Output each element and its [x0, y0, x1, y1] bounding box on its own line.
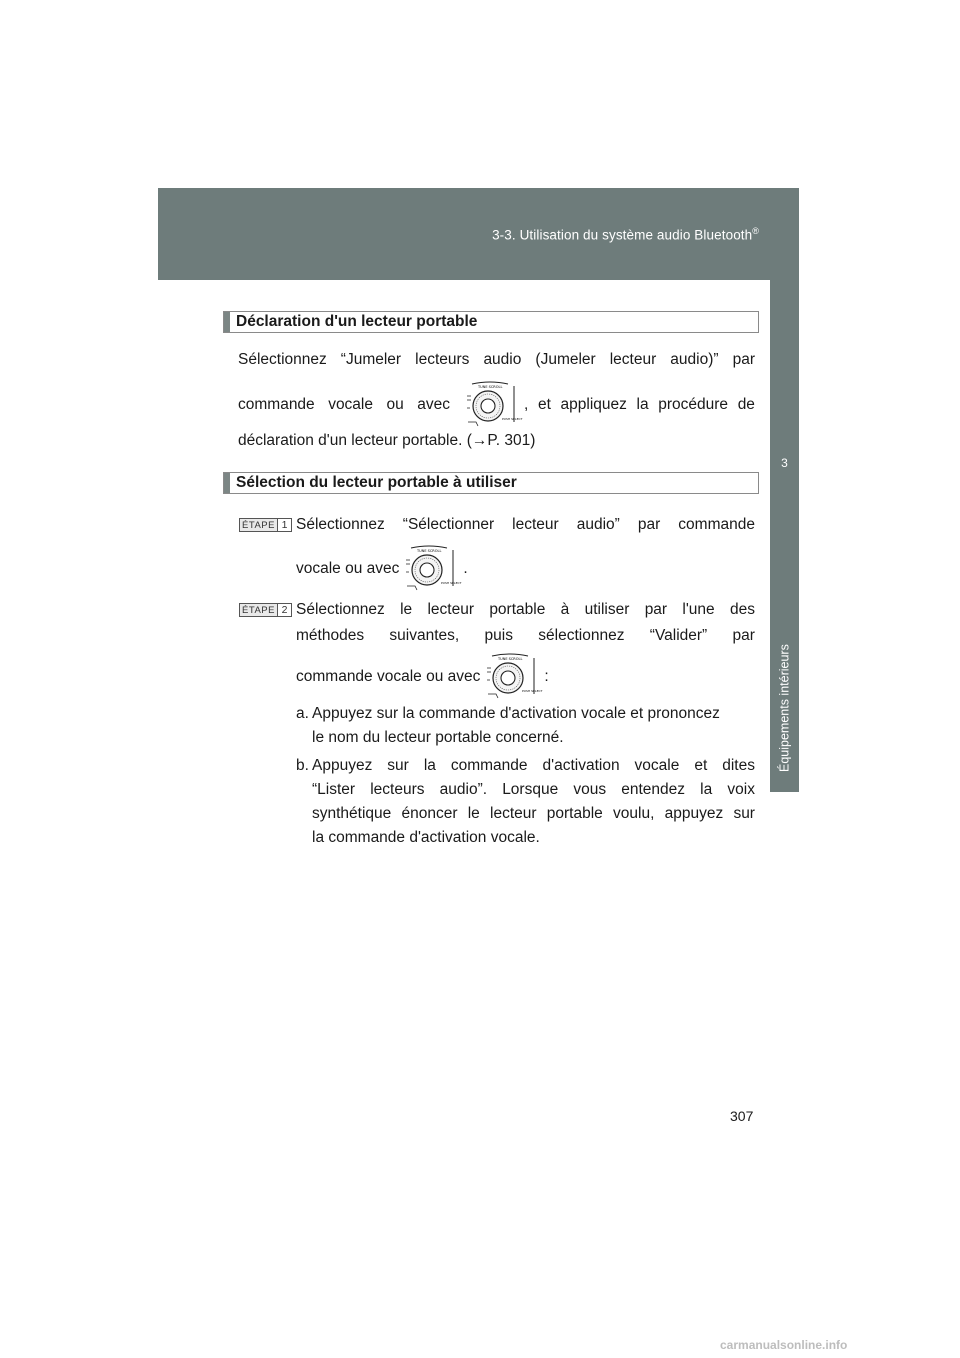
watermark: carmanualsonline.info — [720, 1338, 848, 1352]
word: commande — [450, 757, 528, 774]
word: audio — [483, 351, 522, 368]
word: avec — [417, 396, 450, 413]
option-a-marker: a. — [296, 705, 309, 722]
step2-line3: commande vocale ou avec TUNE SCROLL PUSH SELECT : — [296, 654, 549, 700]
word: utiliser — [584, 601, 630, 618]
tune-scroll-knob-icon — [484, 654, 543, 700]
section-heading-declaration: Déclaration d'un lecteur portable — [223, 311, 759, 333]
word: portable — [546, 805, 603, 822]
word: voix — [727, 781, 755, 798]
word: commande — [238, 396, 315, 413]
word: sur — [387, 757, 409, 774]
option-b-line3 — [312, 805, 755, 823]
word: l'une — [682, 601, 715, 618]
svg-text:TUNE SCROLL: TUNE SCROLL — [478, 385, 503, 389]
word: “Sélectionner — [402, 516, 495, 533]
step-badge-1: ÉTAPE 1 — [239, 518, 292, 532]
word: lecteurs — [415, 351, 470, 368]
word: lecteur — [609, 351, 657, 368]
word: la — [423, 757, 436, 774]
word: procédure — [658, 396, 729, 413]
section-heading-selection: Sélection du lecteur portable à utiliser — [223, 472, 759, 494]
word: appliquez — [560, 396, 627, 413]
word: commande — [678, 516, 755, 533]
word: Lorsque — [502, 781, 559, 798]
step1-line1 — [296, 516, 755, 534]
word: par — [732, 351, 755, 368]
svg-text:PUSH SELECT: PUSH SELECT — [441, 581, 462, 585]
word: la — [636, 396, 649, 413]
word: Sélectionnez — [296, 601, 385, 618]
option-b-line1 — [312, 757, 755, 775]
word: le — [467, 805, 480, 822]
svg-text:TUNE SCROLL: TUNE SCROLL — [498, 657, 523, 661]
word: énoncer — [401, 805, 458, 822]
word: audio”. — [439, 781, 488, 798]
word: ou — [386, 396, 404, 413]
word: suivantes, — [389, 627, 460, 644]
section1-line2 — [238, 382, 755, 428]
section1-line1 — [238, 351, 755, 369]
header-band — [158, 188, 799, 280]
word: vocale — [634, 757, 680, 774]
word: vous — [573, 781, 607, 798]
chapter-number: 3 — [781, 456, 788, 470]
word: “Jumeler — [340, 351, 402, 368]
word: entendez — [621, 781, 686, 798]
word: Sélectionnez — [296, 516, 385, 533]
word: le — [400, 601, 413, 618]
tune-scroll-knob-icon — [464, 382, 523, 428]
word: synthétique — [312, 805, 392, 822]
step1-line2: vocale ou avec TUNE SCROLL PUSH SELECT . — [296, 546, 468, 592]
word: et — [694, 757, 708, 774]
word: Sélectionnez — [238, 351, 327, 368]
word: et — [537, 396, 551, 413]
chapter-label: Équipements intérieurs — [777, 644, 792, 772]
word: de — [737, 396, 755, 413]
step2-line1 — [296, 601, 755, 619]
word: sélectionnez — [538, 627, 625, 644]
step2-line2 — [296, 627, 755, 645]
word: d'activation — [542, 757, 620, 774]
page-number: 307 — [730, 1108, 754, 1124]
svg-text:PUSH SELECT: PUSH SELECT — [522, 689, 543, 693]
word: lecteur — [490, 805, 537, 822]
svg-text:TUNE SCROLL: TUNE SCROLL — [417, 549, 442, 553]
chapter-side-tab — [770, 188, 799, 792]
word: “Valider” — [649, 627, 708, 644]
option-b-line2 — [312, 781, 755, 799]
section1-line3: déclaration d'un lecteur portable. (→P. 301) — [238, 432, 536, 449]
word: vocale — [328, 396, 373, 413]
option-b-line4: la commande d'activation vocale. — [312, 829, 540, 846]
option-b-marker: b. — [296, 757, 309, 774]
word: (Jumeler — [535, 351, 596, 368]
word: par — [732, 627, 755, 644]
word: lecteur — [512, 516, 559, 533]
word: , — [524, 396, 529, 413]
word: la — [700, 781, 713, 798]
step-badge-2: ÉTAPE 2 — [239, 603, 292, 617]
word: par — [637, 516, 661, 533]
svg-text:PUSH SELECT: PUSH SELECT — [502, 417, 523, 421]
word: par — [644, 601, 668, 618]
word: lecteur — [427, 601, 474, 618]
word: voulu, — [613, 805, 655, 822]
tune-scroll-knob-icon — [403, 546, 462, 592]
word: puis — [484, 627, 513, 644]
word: lecteurs — [370, 781, 425, 798]
word: à — [560, 601, 570, 618]
word: méthodes — [296, 627, 365, 644]
word: des — [729, 601, 755, 618]
word: appuyez — [664, 805, 724, 822]
word: Appuyez — [312, 757, 373, 774]
word: “Lister — [312, 781, 356, 798]
chapter-title: 3-3. Utilisation du système audio Bluetooth® — [492, 226, 759, 243]
word: audio” — [576, 516, 620, 533]
word: portable — [489, 601, 546, 618]
word: audio)” — [670, 351, 719, 368]
option-a-line1: Appuyez sur la commande d'activation vocale et prononcez — [312, 705, 720, 722]
word: dites — [722, 757, 755, 774]
word: sur — [733, 805, 755, 822]
option-a-line2: le nom du lecteur portable concerné. — [312, 729, 564, 746]
